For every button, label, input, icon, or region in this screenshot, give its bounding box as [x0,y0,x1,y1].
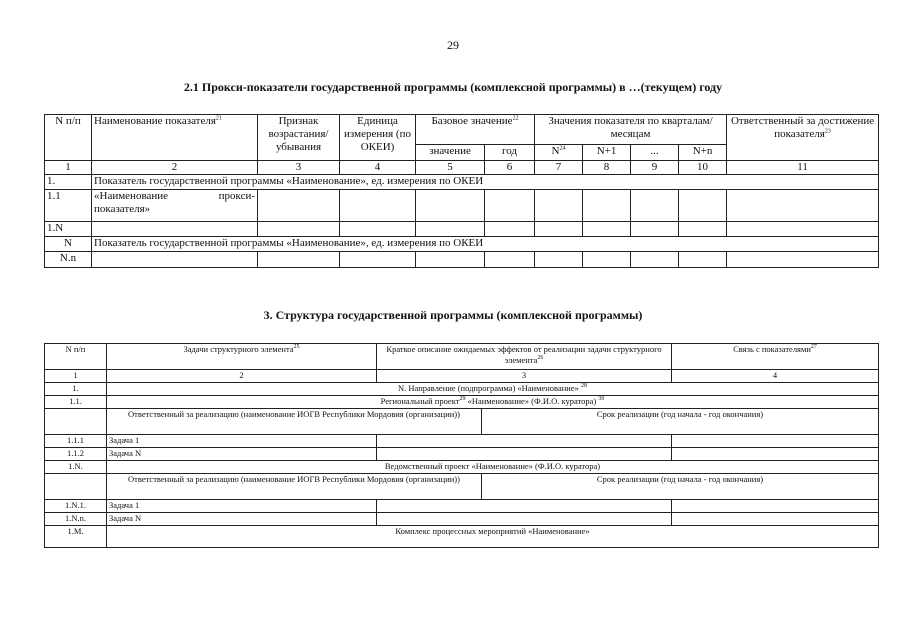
col-num: 1 [45,370,107,383]
empty-cell [340,222,416,237]
empty-cell [679,222,727,237]
column-numbers-row [45,161,879,175]
empty-cell [535,252,583,268]
header-tasks-text: Задачи структурного элемента [183,344,294,354]
col-num: 4 [672,370,879,383]
empty-cell [672,448,879,461]
table-row [45,461,879,474]
header-base-text: Базовое значение [431,115,513,127]
empty-cell [485,252,535,268]
empty-cell [583,252,631,268]
footnote-ref: 26 [537,355,544,362]
table-row [45,396,879,409]
table-row [45,526,879,548]
header-name [92,115,258,161]
col-num: 3 [258,161,340,175]
header-tasks [107,344,377,370]
proxy-name [92,190,258,222]
col-num: 7 [535,161,583,175]
section-title-proxy-indicators: 2.1 Прокси-показатели государственной программы (комплексной программы) в …(текущем) году [183,80,723,94]
table-row [45,222,879,237]
row-number: 1.N.n. [45,513,107,526]
table-row [45,474,879,500]
header-q-n-text: N [551,145,560,157]
empty-cell [535,222,583,237]
empty-cell [583,222,631,237]
footnote-ref: 23 [824,128,831,135]
row-number: 1. [45,175,92,190]
header-quarters: Значения показателя по кварталам/ месяцам [535,115,727,145]
term-label: Срок реализации (год начала - год окончания) [482,474,879,500]
col-num: 6 [485,161,535,175]
process-complex-title: Комплекс процессных мероприятий «Наименование» [107,526,879,548]
empty-cell [258,252,340,268]
row-number: 1.1 [45,190,92,222]
indicator-title: Показатель государственной программы «Наименование», ед. измерения по ОКЕИ [92,237,879,252]
table-header-row [45,344,879,370]
regional-project-text: Региональный проект [380,396,460,406]
responsible-label: Ответственный за реализацию (наименование ИОГВ Республики Мордовия (организации)) [107,409,482,435]
row-number: 1.N [45,222,92,237]
row-number: N.n [45,252,92,268]
empty-cell [258,222,340,237]
empty-cell [583,190,631,222]
empty-cell [535,190,583,222]
empty-cell [485,190,535,222]
task-name: Задача 1 [107,500,377,513]
column-numbers-row [45,370,879,383]
col-num: 1 [45,161,92,175]
header-base-year: год [485,145,535,161]
proxy-indicators-table [44,114,879,268]
empty-cell [45,409,107,435]
col-num: 2 [92,161,258,175]
header-name-text: Наименование показателя [94,115,216,127]
empty-cell [340,190,416,222]
proxy-name-part: показателя» [94,203,151,215]
empty-cell [631,190,679,222]
empty-cell [92,222,258,237]
header-responsible-text: Ответственный за достижение показателя [730,115,875,140]
direction-title-text: N. Направление (подпрограмма) «Наименование» [398,383,579,393]
empty-cell [258,190,340,222]
empty-cell [416,190,485,222]
page-number: 29 [447,38,459,52]
proxy-name-part: «Наименование [94,190,169,202]
footnote-ref: 29 [459,396,466,403]
col-num: 5 [416,161,485,175]
table-row [45,500,879,513]
row-number: 1.M. [45,526,107,548]
empty-cell [727,190,879,222]
empty-cell [377,435,672,448]
direction-title [107,383,879,396]
col-num: 3 [377,370,672,383]
empty-cell [377,500,672,513]
empty-cell [631,252,679,268]
task-name: Задача N [107,448,377,461]
col-num: 4 [340,161,416,175]
table-row [45,409,879,435]
task-name: Задача 1 [107,435,377,448]
empty-cell [377,448,672,461]
row-number: 1.N.1. [45,500,107,513]
responsible-label: Ответственный за реализацию (наименование ИОГВ Республики Мордовия (организации)) [107,474,482,500]
row-number: 1.1.1 [45,435,107,448]
header-base-value: значение [416,145,485,161]
empty-cell [416,252,485,268]
footnote-ref: 30 [598,396,605,403]
row-number: 1.1. [45,396,107,409]
task-name: Задача N [107,513,377,526]
departmental-project-title: Ведомственный проект «Наименование» (Ф.И.О. куратора) [107,461,879,474]
table-row [45,175,879,190]
footnote-ref: 25 [293,344,300,351]
header-n: N п/п [45,115,92,161]
header-link [672,344,879,370]
empty-cell [727,252,879,268]
proxy-name-part: прокси- [218,190,255,202]
section-title-structure: 3. Структура государственной программы (комплексной программы) [263,308,643,322]
empty-cell [340,252,416,268]
regional-project-text: «Наименование» (Ф.И.О. куратора) [467,396,597,406]
header-n: N п/п [45,344,107,370]
table-header-row [45,115,879,145]
col-num: 8 [583,161,631,175]
table-row [45,513,879,526]
footnote-ref: 27 [810,344,817,351]
header-q-n [535,145,583,161]
empty-cell [45,474,107,500]
row-number: 1.N. [45,461,107,474]
header-q-n1: N+1 [583,145,631,161]
empty-cell [485,222,535,237]
empty-cell [672,435,879,448]
footnote-ref: 22 [512,115,519,122]
table-row [45,190,879,222]
empty-cell [672,500,879,513]
table-row [45,435,879,448]
header-effects-text: Краткое описание ожидаемых эффектов от реализации задачи структурного элемента [386,344,662,365]
table-row [45,237,879,252]
regional-project-title [107,396,879,409]
term-label: Срок реализации (год начала - год окончания) [482,409,879,435]
footnote-ref: 21 [215,115,222,122]
row-number: N [45,237,92,252]
header-base [416,115,535,145]
col-num: 10 [679,161,727,175]
header-q-nn: N+n [679,145,727,161]
indicator-title: Показатель государственной программы «Наименование», ед. измерения по ОКЕИ [92,175,879,190]
footnote-ref: 28 [580,383,587,390]
header-q-dots: ... [631,145,679,161]
col-num: 2 [107,370,377,383]
row-number: 1.1.2 [45,448,107,461]
empty-cell [377,513,672,526]
table-row [45,252,879,268]
program-structure-table [44,343,879,548]
header-link-text: Связь с показателями [733,344,811,354]
header-unit: Единица измерения (по ОКЕИ) [340,115,416,161]
empty-cell [727,222,879,237]
empty-cell [92,252,258,268]
header-sign: Признак возрастания/ убывания [258,115,340,161]
footnote-ref: 24 [559,145,566,152]
empty-cell [672,513,879,526]
row-number: 1. [45,383,107,396]
table-row [45,383,879,396]
col-num: 9 [631,161,679,175]
empty-cell [416,222,485,237]
table-row [45,448,879,461]
header-responsible [727,115,879,161]
empty-cell [631,222,679,237]
col-num: 11 [727,161,879,175]
empty-cell [679,190,727,222]
header-effects [377,344,672,370]
empty-cell [679,252,727,268]
